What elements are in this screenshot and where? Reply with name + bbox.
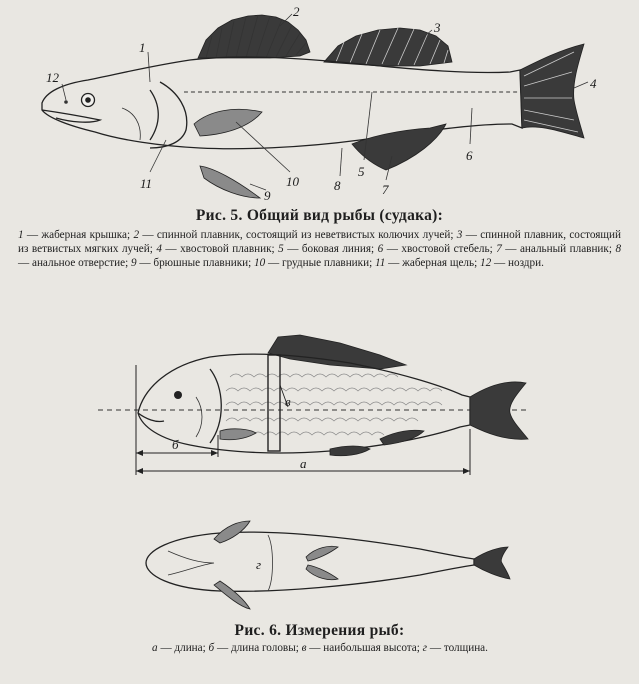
callout-1: 1 [139,40,146,55]
callout-5: 5 [358,164,365,179]
legend-item-text: жаберная щель [402,256,475,269]
legend-item-text: хвостовой стебель [401,242,490,255]
legend-item-text: толщина [443,642,486,654]
legend-item-key: 12 [480,256,492,269]
legend-item-key: а [152,642,158,654]
legend-item-text: анальное отверстие [31,256,126,269]
legend-item: 7 — анальный плавник; [496,242,616,255]
tail-fin [520,44,584,138]
nostril [64,100,68,104]
legend-item-key: 6 [377,242,384,255]
legend-item: 2 — спинной плавник, состоящий из неветвистых колючих лучей; [133,229,457,241]
callout-10: 10 [286,174,299,189]
legend-item-text: длина головы [230,642,296,654]
fish-top-view [146,532,474,591]
label-v-height: в [285,394,291,409]
figure-5-caption: Рис. 5. Общий вид рыбы (судака): [195,207,444,224]
pectoral-fin [194,109,262,136]
legend-item: 11 — жаберная щель; [375,256,481,269]
legend-item-text: спинной плавник, состоящий из неветвистых колючих лучей [156,229,451,241]
legend-item: 3 — спинной плавник, состоящий из ветвистых мягких лучей; [18,229,621,255]
label-a-length: а [300,456,307,471]
legend-item: а — длина; [152,642,209,654]
callout-3: 3 [434,20,441,35]
legend-item: 1 — жаберная крышка; [18,229,134,241]
gill-cover [150,82,187,148]
label-b-head-length: б [172,437,179,452]
anal-fin [352,124,446,170]
dorsal-fin [268,335,406,369]
legend-item: 8 — анальное отверстие; [18,242,622,269]
callout-4: 4 [590,76,597,91]
height-frame [268,355,280,451]
soft-dorsal-fin [324,28,452,66]
callout-6: 6 [466,148,473,163]
figure-5-zander-drawing [0,0,639,205]
legend-item-key: 10 [254,256,266,269]
legend-item-key: 4 [156,242,162,255]
callout-8: 8 [334,178,341,193]
legend-item: 9 — брюшные плавники; [131,256,255,269]
spiny-dorsal-fin [198,15,310,58]
legend-item: б — длина головы; [208,642,302,654]
callout-9: 9 [264,188,271,203]
legend-item-key: 1 [18,229,24,241]
legend-item-text: жаберная крышка [41,229,128,241]
legend-item: 10 — грудные плавники; [254,256,376,269]
legend-item-key: 8 [615,242,622,255]
figure-6-caption: Рис. 6. Измерения рыб: [234,622,405,639]
legend-item-text: наибольшая высота [323,642,417,654]
legend-item-key: б [208,642,215,654]
legend-item-text: грудные плавники [282,256,370,269]
legend-item-text: анальный плавник [519,242,609,255]
figure-6-legend [30,642,610,656]
legend-item: 12 — ноздри. [480,256,544,269]
legend-item-key: 11 [375,256,386,269]
legend-item-key: г [422,642,428,654]
legend-item-text: ноздри [508,256,542,269]
legend-item-text: длина [174,642,203,654]
scale-pattern [226,374,442,435]
legend-item-key: в [301,642,307,654]
callout-12: 12 [46,70,59,85]
legend-item: 5 — боковая линия; [278,242,378,255]
fish-body-outline [42,57,522,149]
label-g-thickness: г [256,557,262,572]
legend-item-text: брюшные плавники [153,256,249,269]
legend-item: 6 — хвостовой стебель; [377,242,497,255]
figure-5-legend [18,229,621,270]
tail-fin [470,382,528,439]
legend-item-key: 2 [133,229,140,241]
legend-item-key: 5 [278,242,284,255]
pelvic-fin [200,166,260,198]
legend-item-text: боковая линия [301,242,372,255]
eye [174,391,182,399]
figure-6-measurement-drawing [0,325,639,620]
legend-item: 4 — хвостовой плавник; [156,242,279,255]
callout-2: 2 [293,4,300,19]
legend-item-key: 7 [496,242,502,255]
legend-item-text: спинной плавник, состоящий из ветвистых мягких лучей [18,229,621,255]
legend-item: в — наибольшая высота; [301,642,423,654]
legend-item: г — толщина. [422,642,488,654]
legend-item-text: хвостовой плавник [180,242,272,255]
legend-item-key: 3 [456,229,463,241]
callout-11: 11 [140,176,153,191]
callout-7: 7 [382,182,389,197]
legend-item-key: 9 [131,256,137,269]
